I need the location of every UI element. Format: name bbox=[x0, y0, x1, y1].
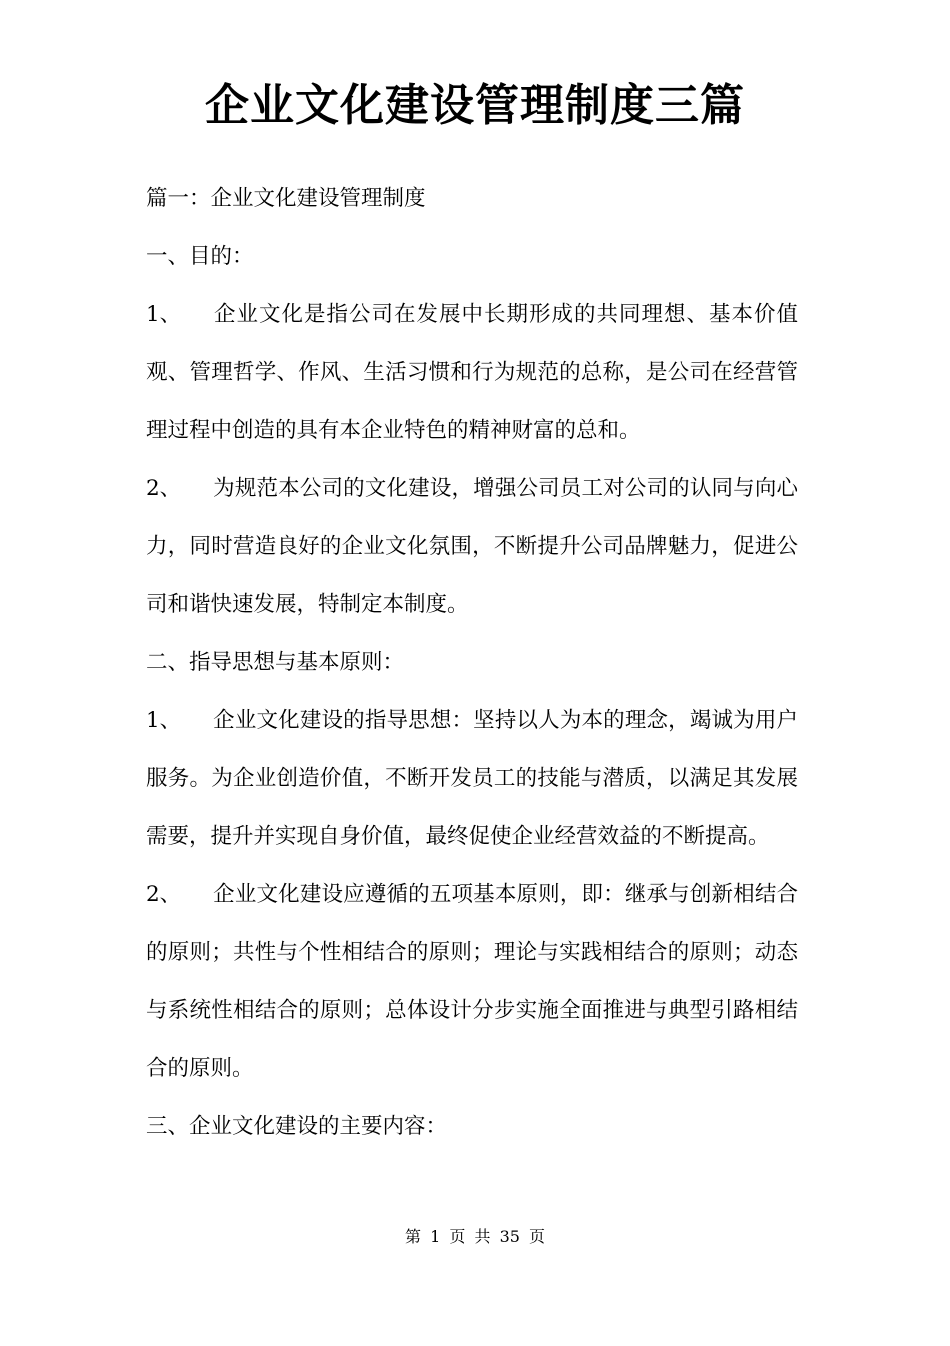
footer-page-number: 1 bbox=[430, 1227, 441, 1246]
principles-item-1 bbox=[146, 692, 798, 866]
item-number: 2、 bbox=[146, 882, 182, 907]
footer-word-ye: 页 bbox=[449, 1227, 466, 1246]
document-body bbox=[146, 170, 798, 1156]
heading-main-content: 三、企业文化建设的主要内容： bbox=[146, 1114, 448, 1139]
footer-word-gong: 共 bbox=[474, 1227, 491, 1246]
heading-principles: 二、指导思想与基本原则： bbox=[146, 650, 405, 675]
item-text: 企业文化建设应遵循的五项基本原则，即：继承与创新相结合的原则；共性与个性相结合的原则；理论与实践相结合的原则；动态与系统性相结合的原则；总体设计分步实施全面推进与典型引路相结合的原则。 bbox=[146, 882, 798, 1081]
principles-item-2 bbox=[146, 866, 798, 1098]
item-number: 1、 bbox=[146, 302, 182, 327]
item-text: 为规范本公司的文化建设，增强公司员工对公司的认同与向心力，同时营造良好的企业文化氛围，不断提升公司品牌魅力，促进公司和谐快速发展，特制定本制度。 bbox=[146, 476, 798, 617]
document-title: 企业文化建设管理制度三篇 bbox=[205, 80, 745, 131]
section-heading: 篇一：企业文化建设管理制度 bbox=[146, 186, 426, 211]
item-number: 1、 bbox=[146, 708, 182, 733]
footer-total-pages: 35 bbox=[499, 1227, 520, 1246]
footer-word-ye-2: 页 bbox=[529, 1227, 546, 1246]
heading-purpose: 一、目的： bbox=[146, 244, 254, 269]
footer-word-di: 第 bbox=[404, 1227, 421, 1246]
item-number: 2、 bbox=[146, 476, 182, 501]
purpose-item-1 bbox=[146, 286, 798, 460]
page-footer bbox=[0, 1225, 950, 1249]
purpose-item-2 bbox=[146, 460, 798, 634]
item-text: 企业文化是指公司在发展中长期形成的共同理想、基本价值观、管理哲学、作风、生活习惯和行为规范的总称，是公司在经营管理过程中创造的具有本企业特色的精神财富的总和。 bbox=[146, 302, 798, 443]
item-text: 企业文化建设的指导思想：坚持以人为本的理念，竭诚为用户服务。为企业创造价值，不断开发员工的技能与潜质，以满足其发展需要，提升并实现自身价值，最终促使企业经营效益的不断提高。 bbox=[146, 708, 798, 849]
